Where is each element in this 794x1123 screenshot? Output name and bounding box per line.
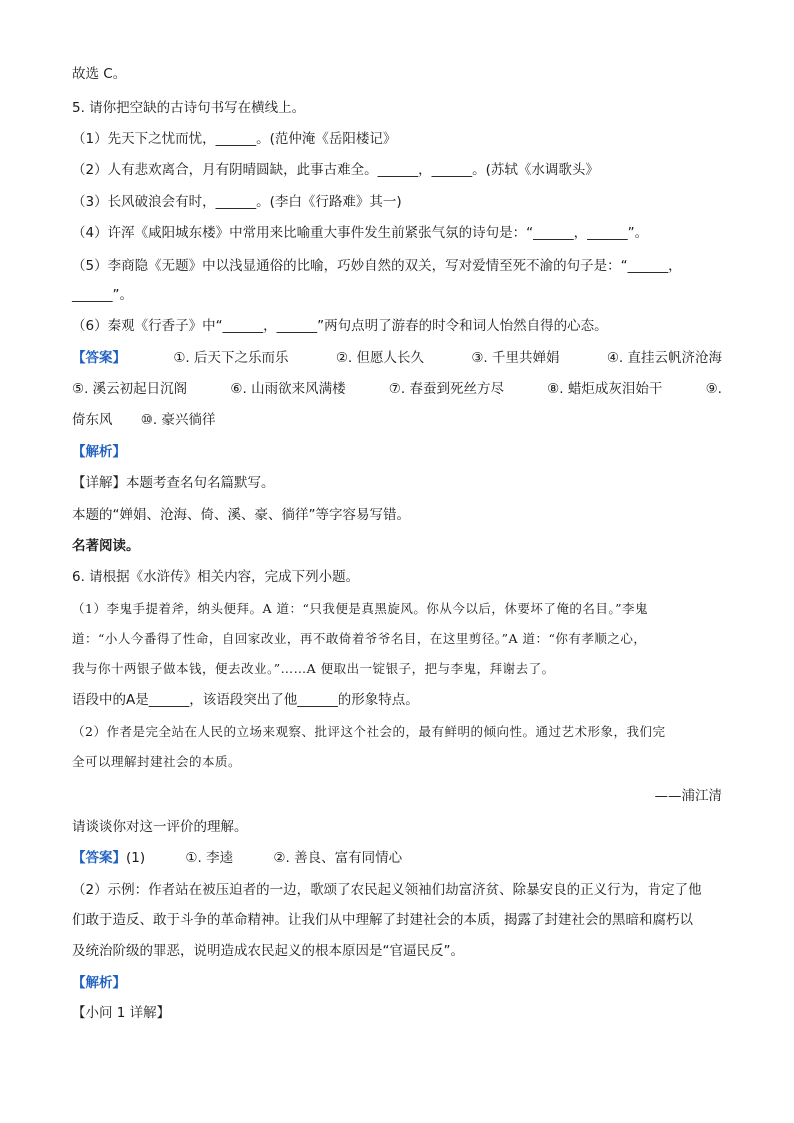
analysis-label: 【解析】	[72, 444, 126, 460]
answer-label: 【答案】	[72, 850, 126, 866]
answer-item: ②. 善良、富有同情心	[273, 850, 403, 866]
question-6-1-prompt: 语段中的A是______，该语段突出了他______的形象特点。	[72, 692, 419, 708]
answer-item: ⑥. 山雨欲来风满楼	[230, 381, 346, 397]
passage-line: （1）李鬼手提着斧，纳头便拜。A 道：“只我便是真黑旋风。你从今以后，休要坏了俺的名目。”李鬼	[72, 601, 648, 616]
quote-line: （2）作者是完全站在人民的立场来观察、批评这个社会的，最有鲜明的倾向性。通过艺术形象，我们完	[72, 724, 666, 739]
question-5-4: （4）许浑《咸阳城东楼》中常用来比喻重大事件发生前紧张气氛的诗句是：“______，______”。	[72, 225, 649, 241]
text-line: 故选 C。	[72, 66, 127, 82]
detail-line: 【详解】本题考查名句名篇默写。	[72, 475, 275, 491]
quote-attribution: ——浦江清	[654, 788, 722, 804]
question-5-2: （2）人有悲欢离合，月有阴晴圆缺，此事古难全。______，______。(苏轼《水调歌头》	[72, 162, 599, 178]
question-5-6: （6）秦观《行香子》中“______，______”两句点明了游春的时令和词人怡然自得的心态。	[72, 318, 608, 334]
answer-row-3	[72, 410, 722, 430]
answer-row-2	[72, 379, 722, 399]
question-6-title: 6. 请根据《水浒传》相关内容，完成下列小题。	[72, 569, 360, 585]
question-5-5: （5）李商隐《无题》中以浅显通俗的比喻，巧妙自然的双关，写对爱情至死不渝的句子是：“______，	[72, 258, 682, 274]
passage-line: 我与你十两银子做本钱，便去改业。”……A 便取出一锭银子，把与李鬼，拜谢去了。	[72, 661, 555, 676]
answer-item: ③. 千里共婵娟	[471, 350, 560, 366]
question-5-title: 5. 请你把空缺的古诗句书写在横线上。	[72, 100, 306, 116]
section-title: 名著阅读。	[72, 538, 140, 554]
answer-label: 【答案】	[72, 350, 126, 366]
quote-line: 全可以理解封建社会的本质。	[72, 754, 242, 769]
question-5-1: （1）先天下之忧而忧，______。(范仲淹《岳阳楼记》	[72, 131, 397, 147]
answer-item: 倚东风	[72, 412, 113, 428]
answer-row-1	[72, 348, 722, 368]
answer-item: ⑧. 蜡炬成灰泪始干	[547, 381, 663, 397]
analysis-label: 【解析】	[72, 975, 126, 991]
answer-text: 及统治阶级的罪恶，说明造成农民起义的根本原因是“官逼民反”。	[72, 943, 464, 959]
answer-item: ①. 后天下之乐而乐	[173, 350, 289, 366]
question-5-5-cont: ______”。	[72, 287, 133, 303]
answer-text: 们敢于造反、敢于斗争的革命精神。让我们从中理解了封建社会的本质，揭露了封建社会的黑暗和腐朽以	[72, 912, 693, 928]
answer-text: （2）示例：作者站在被压迫者的一边，歌颂了农民起义领袖们劫富济贫、除暴安良的正义行为，肯定了他	[72, 882, 702, 898]
answer-item: ①. 李逵	[185, 850, 234, 866]
answer-item: ⑦. 春蚕到死丝方尽	[388, 381, 504, 397]
question-5-3: （3）长风破浪会有时，______。(李白《行路难》其一)	[72, 194, 402, 210]
passage-line: 道：“小人今番得了性命，自回家改业，再不敢倚着爷爷名目，在这里剪径。”A 道：“你有孝顺之心，	[72, 631, 647, 646]
detail-heading: 【小问 1 详解】	[72, 1005, 171, 1021]
answer-item: ⑨.	[705, 381, 722, 397]
answer-row	[72, 848, 722, 868]
answer-part-label: (1)	[126, 850, 146, 866]
answer-item: ④. 直挂云帆济沧海	[606, 350, 722, 366]
answer-item: ⑩. 豪兴徜徉	[140, 412, 216, 428]
question-6-2-prompt: 请谈谈你对这一评价的理解。	[72, 819, 248, 835]
answer-item: ⑤. 溪云初起日沉阁	[72, 381, 188, 397]
detail-line: 本题的“婵娟、沧海、倚、溪、豪、徜徉”等字容易写错。	[72, 507, 410, 523]
answer-item: ②. 但愿人长久	[335, 350, 424, 366]
